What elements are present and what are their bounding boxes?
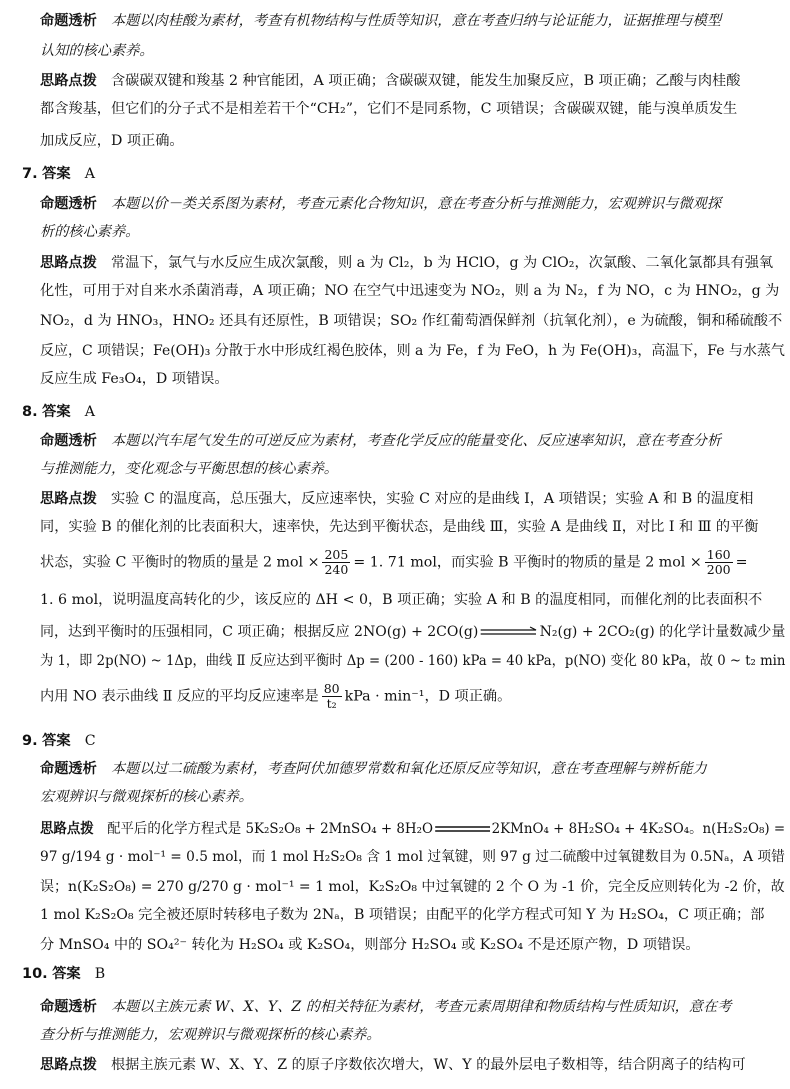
section-label: 思路点拨 bbox=[40, 255, 97, 271]
body-text: 反应生成 Fe₃O₄，D 项错误。 bbox=[40, 371, 229, 387]
answer-label: 答案 bbox=[52, 966, 81, 982]
fraction-denominator: t₂ bbox=[326, 696, 337, 711]
body-text-tail: = bbox=[735, 554, 748, 571]
body-text-continued: 2KMnO₄ + 8H₂SO₄ + 4K₂SO₄。n(H₂S₂O₈) = bbox=[491, 821, 786, 837]
equilibrium-arrow-icon bbox=[478, 626, 539, 638]
section-line bbox=[40, 996, 731, 1018]
body-text: 为 1，即 2p(NO) ~ 1Δp，曲线 Ⅱ 反应达到平衡时 Δp = (200 - 160) kPa = 40 kPa，p(NO) 变化 80 kPa，故 0 ~ t₂ min bbox=[40, 653, 786, 669]
section-line bbox=[40, 1054, 746, 1076]
text-line bbox=[40, 786, 253, 808]
fraction-numerator: 160 bbox=[706, 547, 731, 562]
answer-line bbox=[22, 401, 95, 423]
body-text: 认知的核心素养。 bbox=[40, 43, 154, 59]
text-line bbox=[40, 280, 779, 302]
body-text: 同，实验 B 的催化剂的比表面积大，速率快，先达到平衡状态，是曲线 Ⅲ，实验 A 是曲线 Ⅱ，对比 Ⅰ 和 Ⅲ 的平衡 bbox=[40, 519, 759, 535]
section-line bbox=[40, 193, 721, 215]
section-line bbox=[40, 818, 785, 840]
text-line bbox=[40, 934, 700, 956]
text-line bbox=[40, 846, 785, 868]
text-line bbox=[40, 682, 511, 711]
section-label: 命题透析 bbox=[40, 13, 97, 29]
body-text: 本题以肉桂酸为素材，考查有机物结构与性质等知识，意在考查归纳与论证能力，证据推理与模型 bbox=[110, 13, 722, 29]
body-text-continued: N₂(g) + 2CO₂(g) 的化学计量数减少量 bbox=[539, 624, 786, 640]
body-text: C bbox=[84, 733, 96, 749]
question-number: 9. bbox=[22, 733, 38, 749]
text-line bbox=[40, 621, 785, 643]
body-text: A bbox=[84, 166, 95, 182]
body-text: 同，达到平衡时的压强相同，C 项正确；根据反应 2NO(g) + 2CO(g) bbox=[40, 624, 479, 640]
body-text: 根据主族元素 W、X、Y、Z 的原子序数依次增大，W、Y 的最外层电子数相等，结合阴离子的结构可 bbox=[110, 1057, 746, 1073]
section-label: 命题透析 bbox=[40, 433, 97, 449]
body-text: A bbox=[84, 404, 95, 420]
section-line bbox=[40, 252, 773, 274]
answer-line bbox=[22, 163, 95, 185]
text-line bbox=[40, 458, 338, 480]
section-label: 思路点拨 bbox=[40, 821, 94, 837]
text-line bbox=[40, 650, 785, 672]
text-line bbox=[40, 130, 184, 152]
body-text: 分 MnSO₄ 中的 SO₄²⁻ 转化为 H₂SO₄ 或 K₂SO₄，则部分 H₂SO₄ 或 K₂SO₄ 不是还原产物，D 项错误。 bbox=[40, 937, 700, 953]
body-text: 配平后的化学方程式是 5K₂S₂O₈ + 2MnSO₄ + 8H₂O bbox=[107, 821, 433, 837]
body-text: 查分析与推测能力，宏观辨识与微观探析的核心素养。 bbox=[40, 1027, 381, 1043]
body-text: B bbox=[94, 966, 106, 982]
text-line bbox=[40, 548, 748, 577]
body-text: 宏观辨识与微观探析的核心素养。 bbox=[40, 789, 253, 805]
body-text-continued: kPa · min⁻¹，D 项正确。 bbox=[344, 688, 512, 705]
text-line bbox=[40, 368, 229, 390]
body-text-continued: = 1. 71 mol，而实验 B 平衡时的物质的量是 2 mol × bbox=[353, 554, 702, 571]
section-label: 思路点拨 bbox=[40, 73, 97, 89]
body-text: 实验 C 的温度高，总压强大，反应速率快，实验 C 对应的是曲线 Ⅰ，A 项错误；实验 A 和 B 的温度相 bbox=[110, 491, 754, 507]
section-line bbox=[40, 430, 721, 452]
body-text: 加成反应，D 项正确。 bbox=[40, 133, 184, 149]
body-text: 状态，实验 C 平衡时的物质的量是 2 mol × bbox=[40, 554, 320, 571]
body-text: 化性，可用于对自来水杀菌消毒，A 项正确；NO 在空气中迅速变为 NO₂，则 a 为 N₂，f 为 NO，c 为 HNO₂，g 为 bbox=[40, 283, 780, 299]
text-line bbox=[40, 1024, 381, 1046]
text-line bbox=[40, 589, 762, 611]
answer-label: 答案 bbox=[42, 166, 71, 182]
fraction-denominator: 200 bbox=[706, 562, 731, 577]
section-label: 命题透析 bbox=[40, 761, 97, 777]
text-line bbox=[40, 904, 764, 926]
body-text: 内用 NO 表示曲线 Ⅱ 反应的平均反应速率是 bbox=[40, 688, 319, 705]
answer-line bbox=[22, 730, 96, 752]
body-text: NO₂，d 为 HNO₃，HNO₂ 还具有还原性，B 项错误；SO₂ 作红葡萄酒保鲜剂（抗氧化剂），e 为硫酸，铜和稀硫酸不 bbox=[40, 313, 783, 329]
section-line bbox=[40, 488, 753, 510]
section-line bbox=[40, 10, 721, 32]
body-text: 常温下，氯气与水反应生成次氯酸，则 a 为 Cl₂，b 为 HClO，g 为 ClO₂，次氯酸、二氧化氯都具有强氧 bbox=[110, 255, 774, 271]
body-text: 本题以汽车尾气发生的可逆反应为素材，考查化学反应的能量变化、反应速率知识，意在考查分析 bbox=[110, 433, 722, 449]
question-number: 10. bbox=[22, 966, 48, 982]
question-number: 8. bbox=[22, 404, 38, 420]
section-label: 命题透析 bbox=[40, 196, 97, 212]
body-text: 误；n(K₂S₂O₈) = 270 g/270 g · mol⁻¹ = 1 mol，K₂S₂O₈ 中过氧键的 2 个 O 为 -1 价，完全反应则转化为 -2 价，故 bbox=[40, 879, 785, 895]
answer-label: 答案 bbox=[42, 404, 71, 420]
fraction bbox=[322, 682, 342, 711]
fraction-denominator: 240 bbox=[324, 562, 349, 577]
text-line bbox=[40, 310, 782, 332]
body-text: 本题以主族元素 W、X、Y、Z 的相关特征为素材，考查元素周期律和物质结构与性质知识，意在考 bbox=[110, 999, 732, 1015]
fraction bbox=[322, 548, 350, 577]
body-text: 含碳碳双键和羧基 2 种官能团，A 项正确；含碳碳双键，能发生加聚反应，B 项正确；乙酸与肉桂酸 bbox=[110, 73, 741, 89]
answer-line bbox=[22, 963, 105, 985]
reaction-equals-icon bbox=[433, 823, 492, 835]
body-text: 都含羧基，但它们的分子式不是相差若干个“CH₂”，它们不是同系物，C 项错误；含碳碳双键，能与溴单质发生 bbox=[40, 101, 738, 117]
body-text: 反应，C 项错误；Fe(OH)₃ 分散于水中形成红褐色胶体，则 a 为 Fe，f 为 FeO，h 为 Fe(OH)₃，高温下，Fe 与水蒸气 bbox=[40, 343, 785, 359]
section-line bbox=[40, 758, 707, 780]
question-number: 7. bbox=[22, 166, 38, 182]
section-label: 命题透析 bbox=[40, 999, 97, 1015]
fraction-numerator: 205 bbox=[324, 547, 349, 562]
text-line bbox=[40, 876, 785, 898]
fraction-numerator: 80 bbox=[323, 681, 340, 696]
text-line bbox=[40, 516, 758, 538]
section-line bbox=[40, 70, 740, 92]
body-text: 与推测能力，变化观念与平衡思想的核心素养。 bbox=[40, 461, 338, 477]
body-text: 析的核心素养。 bbox=[40, 224, 140, 240]
body-text: 1 mol K₂S₂O₈ 完全被还原时转移电子数为 2Nₐ，B 项错误；由配平的化学方程式可知 Y 为 H₂SO₄，C 项正确；部 bbox=[40, 907, 765, 923]
text-line bbox=[40, 40, 154, 62]
section-label: 思路点拨 bbox=[40, 1057, 97, 1073]
section-label: 思路点拨 bbox=[40, 491, 97, 507]
text-line bbox=[40, 340, 785, 362]
body-text: 1. 6 mol，说明温度高转化的少，该反应的 ΔH < 0，B 项正确；实验 A 和 B 的温度相同，而催化剂的比表面积不 bbox=[40, 592, 763, 608]
answer-label: 答案 bbox=[42, 733, 71, 749]
text-line bbox=[40, 98, 737, 120]
text-line bbox=[40, 221, 139, 243]
body-text: 本题以过二硫酸为素材，考查阿伏加德罗常数和氧化还原反应等知识，意在考查理解与辨析能力 bbox=[110, 761, 707, 777]
body-text: 97 g/194 g · mol⁻¹ = 0.5 mol，而 1 mol H₂S₂O₈ 含 1 mol 过氧键，则 97 g 过二硫酸中过氧键数目为 0.5Nₐ，A 项错 bbox=[40, 849, 785, 865]
body-text: 本题以价－类关系图为素材，考查元素化合物知识，意在考查分析与推测能力，宏观辨识与微观探 bbox=[110, 196, 722, 212]
fraction bbox=[705, 548, 733, 577]
